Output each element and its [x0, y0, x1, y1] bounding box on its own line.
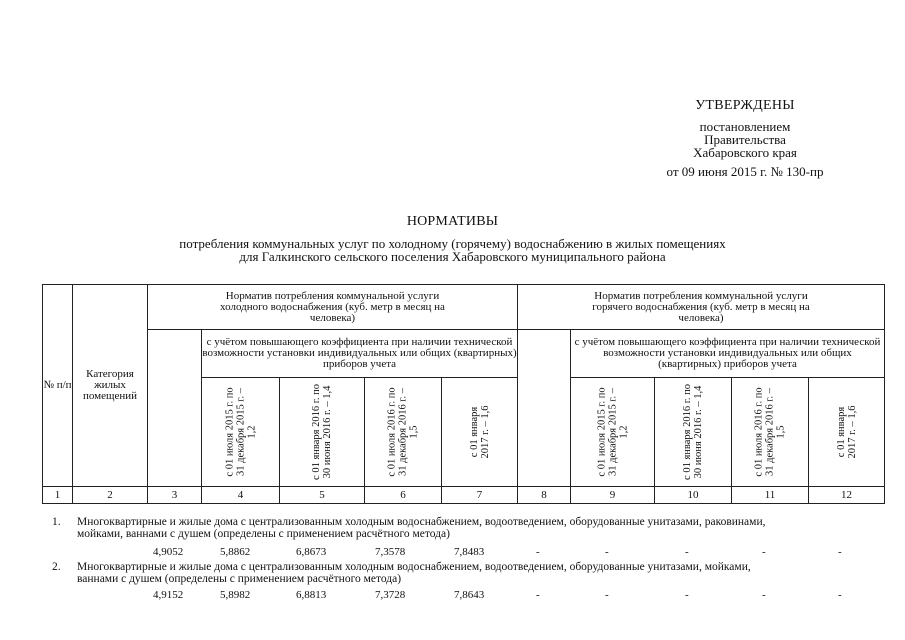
col-num-7: 7 — [442, 487, 518, 504]
row-1-value: - — [762, 546, 766, 558]
row-2-value: - — [605, 589, 609, 601]
row-2-text-line-1: Многоквартирные и жилые дома с централизованным холодным водоснабжением, водоотведением, оборудованные унитазами, мойками, — [77, 561, 751, 573]
col-num-11: 11 — [732, 487, 809, 504]
document-subtitle — [0, 237, 905, 263]
hot-period-3: с 01 июля 2016 г. по 31 декабря 2016 г. – 1,5 — [732, 378, 809, 487]
row-2-text-line-2: ваннами с душем (определены с применением расчётного метода) — [77, 573, 402, 585]
row-1-value: - — [536, 546, 540, 558]
approval-date: от 09 июня 2015 г. № 130-пр — [666, 164, 824, 179]
hot-water-header: Норматив потребления коммунальной услуги горячего водоснабжения (куб. метр в месяц на человека) — [518, 285, 885, 330]
col-num-9: 9 — [571, 487, 655, 504]
col-num-3: 3 — [148, 487, 202, 504]
subtitle-line-1: потребления коммунальных услуг по холодному (горячему) водоснабжению в жилых помещениях — [179, 236, 726, 251]
row-2-value: 6,8813 — [296, 589, 327, 601]
document-title: НОРМАТИВЫ — [406, 214, 499, 229]
approval-line-2: Правительства — [704, 132, 786, 147]
row-2-category — [77, 561, 877, 585]
cold-period-1: с 01 июля 2015 г. по 31 декабря 2015 г. – 1,2 — [202, 378, 280, 487]
row-2-number: 2. — [52, 561, 61, 573]
approval-line-1: постановлением — [699, 119, 791, 134]
row-2-value: - — [536, 589, 540, 601]
col-num-6: 6 — [365, 487, 442, 504]
row-2-value: 7,8643 — [454, 589, 485, 601]
row-1-value: - — [838, 546, 842, 558]
cold-water-header: Норматив потребления коммунальной услуги холодного водоснабжения (куб. метр в месяц на человека) — [148, 285, 518, 330]
row-1-value: 5,8862 — [220, 546, 251, 558]
col-num-10: 10 — [655, 487, 732, 504]
approval-line-3: Хабаровского края — [693, 145, 797, 160]
hot-base-cell — [518, 330, 571, 487]
hot-coef-header: с учётом повышающего коэффициента при наличии технической возможности установки индивидуальных или общих (квартирных) приборов учета — [571, 330, 885, 378]
row-1-category — [77, 516, 877, 540]
row-2-value: 5,8982 — [220, 589, 251, 601]
hot-period-1: с 01 июля 2015 г. по 31 декабря 2015 г. – 1,2 — [571, 378, 655, 487]
row-1-number: 1. — [52, 516, 61, 528]
col-number-header: № п/п — [43, 285, 73, 487]
row-2-value: - — [685, 589, 689, 601]
row-2-value: - — [838, 589, 842, 601]
cold-period-2: с 01 января 2016 г. по 30 июня 2016 г. – 1,4 — [280, 378, 365, 487]
col-num-5: 5 — [280, 487, 365, 504]
cold-coef-header: с учётом повышающего коэффициента при наличии технической возможности установки индивидуальных или общих (квартирных) приборов учета — [202, 330, 518, 378]
row-2-value: - — [762, 589, 766, 601]
subtitle-line-2: для Галкинского сельского поселения Хабаровского муниципального района — [239, 249, 666, 264]
norms-table — [42, 284, 885, 504]
hot-period-4: с 01 января 2017 г. – 1,6 — [809, 378, 885, 487]
cold-period-3: с 01 июля 2016 г. по 31 декабря 2016 г. – 1,5 — [365, 378, 442, 487]
row-1-value: - — [605, 546, 609, 558]
row-1-value: - — [685, 546, 689, 558]
col-num-2: 2 — [73, 487, 148, 504]
cold-base-cell — [148, 330, 202, 487]
row-1-value: 7,8483 — [454, 546, 485, 558]
row-1-text-line-2: мойками, ваннами с душем (определены с применением расчётного метода) — [77, 528, 450, 540]
col-num-1: 1 — [43, 487, 73, 504]
row-1-value: 7,3578 — [375, 546, 406, 558]
row-2-values — [0, 589, 905, 603]
col-num-4: 4 — [202, 487, 280, 504]
row-2-value: 4,9152 — [153, 589, 184, 601]
approval-block — [600, 96, 890, 181]
col-num-12: 12 — [809, 487, 885, 504]
row-2-value: 7,3728 — [375, 589, 406, 601]
approval-title: УТВЕРЖДЕНЫ — [695, 98, 795, 113]
hot-period-2: с 01 января 2016 г. по 30 июня 2016 г. – 1,4 — [655, 378, 732, 487]
col-num-8: 8 — [518, 487, 571, 504]
row-1-text-line-1: Многоквартирные и жилые дома с централизованным холодным водоснабжением, водоотведением, оборудованные унитазами, раковинами, — [77, 516, 766, 528]
col-category-header: Категория жилых помещений — [73, 285, 148, 487]
column-number-row — [43, 487, 885, 504]
row-1-values — [0, 546, 905, 560]
row-1-value: 6,8673 — [296, 546, 327, 558]
cold-period-4: с 01 января 2017 г. – 1,6 — [442, 378, 518, 487]
row-1-value: 4,9052 — [153, 546, 184, 558]
